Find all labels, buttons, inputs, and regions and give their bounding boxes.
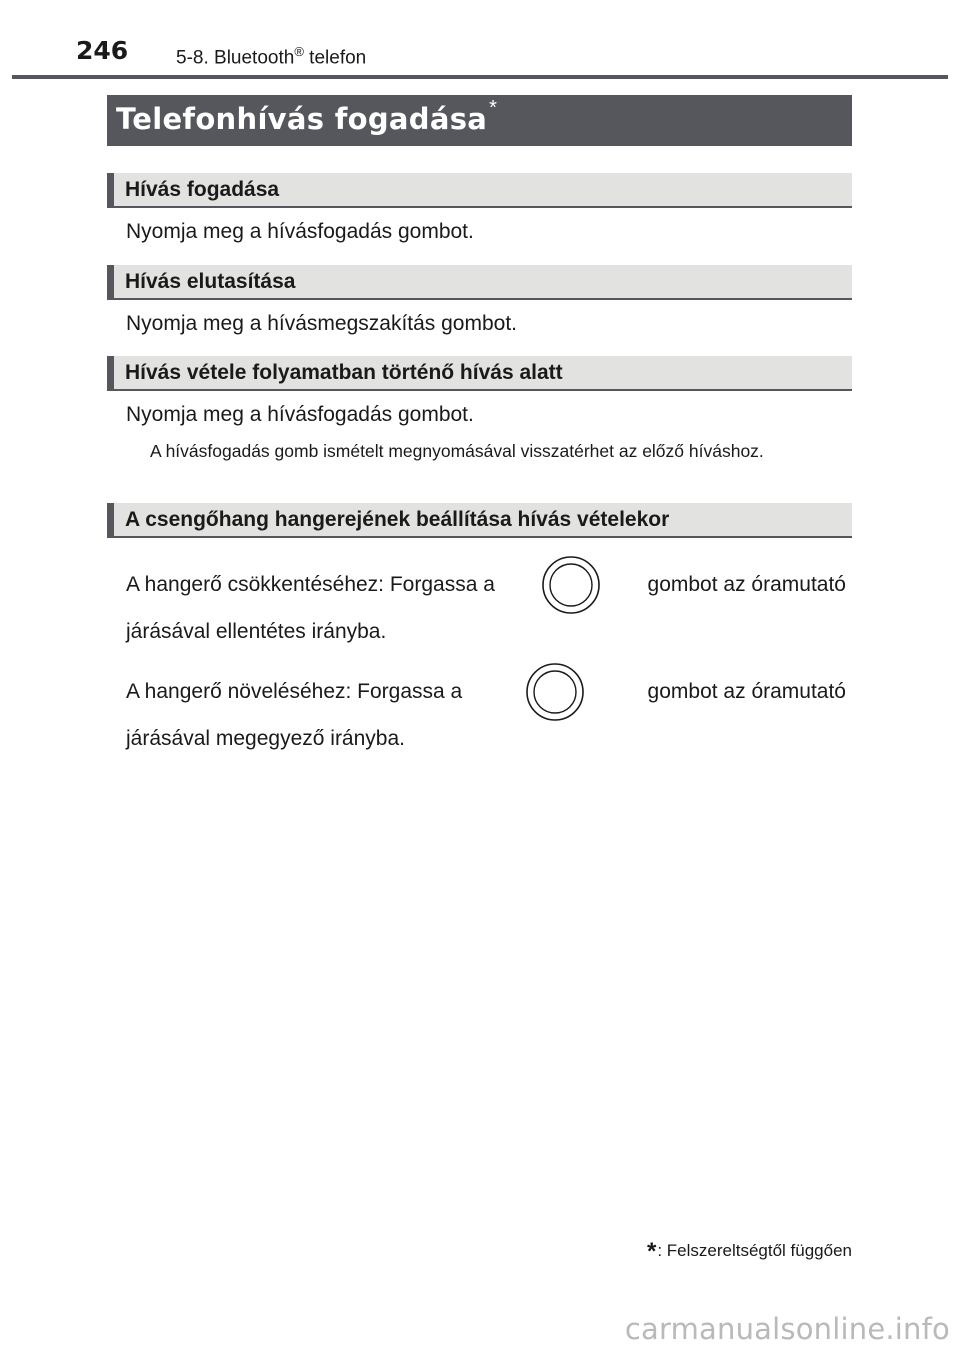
registered-mark: ® [294, 44, 304, 59]
decrease-volume-continuation: járásával ellentétes irányba. [126, 620, 387, 643]
section-header-suffix: telefon [303, 47, 367, 69]
decrease-volume-text-after: gombot az óramutató [647, 573, 846, 596]
volume-knob-icon [525, 662, 585, 722]
heading-hivas-vetele: Hívás vétele folyamatban történő hívás alatt [107, 356, 852, 391]
body-hivas-fogadasa: Nyomja meg a hívásfogadás gombot. [126, 220, 474, 243]
footnote-text: : Felszereltségtől függően [657, 1241, 852, 1260]
title-banner [107, 95, 852, 146]
heading-csengohang: A csengőhang hangerejének beállítása hívás vételekor [107, 503, 852, 538]
note-hivas-vetele: A hívásfogadás gomb ismételt megnyomásával visszatérhet az előző híváshoz. [150, 441, 764, 461]
volume-knob-icon [541, 555, 601, 615]
footnote [647, 1238, 852, 1266]
footnote-star: * [646, 1238, 657, 1265]
body-hivas-vetele: Nyomja meg a hívásfogadás gombot. [126, 403, 474, 426]
heading-hivas-fogadasa: Hívás fogadása [107, 173, 852, 208]
increase-volume-text: A hangerő növeléséhez: Forgassa a [126, 680, 463, 703]
page-number: 246 [76, 36, 129, 65]
decrease-volume-text: A hangerő csökkentéséhez: Forgassa a [126, 573, 495, 596]
decrease-volume-line [126, 555, 846, 615]
page-title: Telefonhívás fogadása [116, 102, 488, 136]
title-asterisk: * [489, 97, 497, 119]
section-header-prefix: 5-8. Bluetooth [176, 47, 295, 69]
body-hivas-elutasitasa: Nyomja meg a hívásmegszakítás gombot. [126, 312, 518, 335]
increase-volume-continuation: járásával megegyező irányba. [126, 727, 405, 750]
increase-volume-line [126, 662, 846, 722]
watermark: carmanualsonline.info [624, 1312, 950, 1346]
increase-volume-text-after: gombot az óramutató [647, 680, 846, 703]
header-rule [12, 75, 948, 79]
heading-hivas-elutasitasa: Hívás elutasítása [107, 265, 852, 300]
section-header [176, 44, 366, 69]
